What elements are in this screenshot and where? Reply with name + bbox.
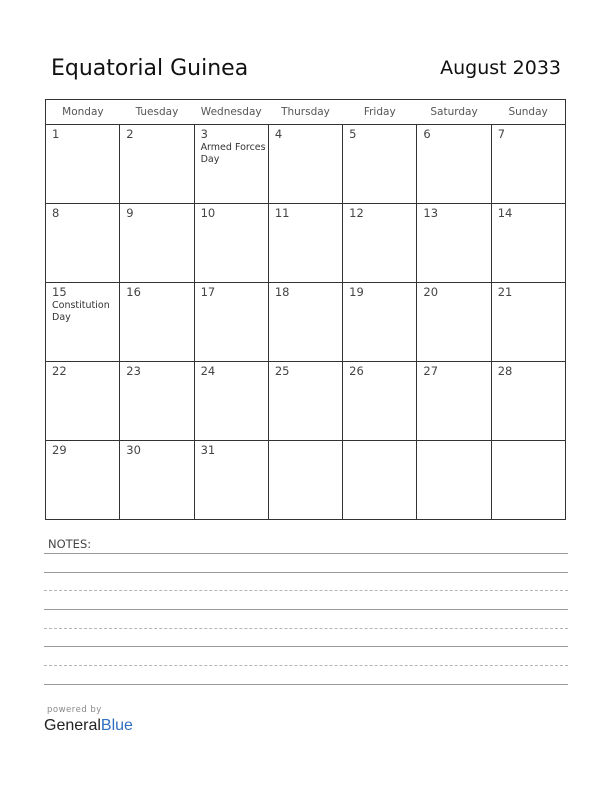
day-number: 1 xyxy=(52,127,60,141)
calendar-week-row xyxy=(46,204,566,283)
weekday-tuesday: Tuesday xyxy=(120,100,194,125)
day-cell xyxy=(343,204,417,283)
notes-line xyxy=(44,572,568,573)
day-number: 29 xyxy=(52,443,67,457)
holiday-label: Constitution Day xyxy=(52,300,110,323)
day-cell xyxy=(194,204,268,283)
day-cell xyxy=(343,283,417,362)
day-number: 23 xyxy=(126,364,141,378)
day-number: 28 xyxy=(497,364,513,378)
notes-line xyxy=(44,553,568,554)
calendar-week-row xyxy=(46,125,566,204)
day-cell xyxy=(268,125,342,204)
empty-day-cell xyxy=(417,441,491,520)
day-number: 9 xyxy=(126,206,134,220)
day-number: 14 xyxy=(497,206,513,220)
day-number: 22 xyxy=(52,364,67,378)
notes-line xyxy=(44,590,568,591)
calendar-body xyxy=(46,125,566,520)
day-cell xyxy=(194,441,268,520)
day-number: 27 xyxy=(423,364,439,378)
country-title: Equatorial Guinea xyxy=(51,56,249,81)
day-number: 19 xyxy=(349,285,364,299)
day-cell xyxy=(417,125,491,204)
day-number: 20 xyxy=(423,285,439,299)
day-cell xyxy=(46,125,120,204)
weekday-thursday: Thursday xyxy=(268,100,342,125)
weekday-header-row xyxy=(46,100,566,125)
month-title: August 2033 xyxy=(440,57,561,79)
day-number: 4 xyxy=(274,127,283,141)
weekday-monday: Monday xyxy=(46,100,120,125)
calendar-week-row xyxy=(46,283,566,362)
calendar-week-row xyxy=(46,441,566,520)
day-cell xyxy=(343,362,417,441)
day-number: 31 xyxy=(200,443,216,457)
day-number: 5 xyxy=(349,127,357,141)
day-cell xyxy=(268,204,342,283)
day-cell xyxy=(268,362,342,441)
day-number: 13 xyxy=(423,206,439,220)
day-cell xyxy=(491,125,565,204)
day-number: 21 xyxy=(497,285,513,299)
day-cell xyxy=(46,362,120,441)
weekday-wednesday: Wednesday xyxy=(194,100,268,125)
empty-day-cell xyxy=(491,441,565,520)
day-number: 10 xyxy=(200,206,216,220)
day-number: 16 xyxy=(126,285,141,299)
day-cell xyxy=(120,283,194,362)
day-number: 17 xyxy=(200,285,216,299)
day-number: 12 xyxy=(349,206,364,220)
powered-by-text: powered by xyxy=(47,705,102,715)
day-cell xyxy=(343,125,417,204)
weekday-sunday: Sunday xyxy=(491,100,565,125)
holiday-label: Armed Forces Day xyxy=(200,142,266,165)
day-cell xyxy=(46,204,120,283)
day-cell xyxy=(120,204,194,283)
day-cell xyxy=(491,204,565,283)
day-number: 3 xyxy=(200,127,208,141)
day-number: 7 xyxy=(497,127,506,141)
notes-line xyxy=(44,609,568,610)
weekday-saturday: Saturday xyxy=(417,100,491,125)
day-cell xyxy=(194,362,268,441)
day-number: 18 xyxy=(274,285,290,299)
brand-blue: Blue xyxy=(100,717,133,734)
day-cell xyxy=(46,441,120,520)
day-number: 6 xyxy=(423,127,431,141)
generalblue-logo[interactable] xyxy=(44,717,133,735)
day-number: 30 xyxy=(126,443,141,457)
calendar-week-row xyxy=(46,362,566,441)
brand-general: General xyxy=(44,717,101,734)
day-cell xyxy=(491,362,565,441)
notes-line xyxy=(44,646,568,647)
notes-line xyxy=(44,665,568,666)
day-number: 2 xyxy=(126,127,134,141)
empty-day-cell xyxy=(343,441,417,520)
calendar-grid xyxy=(45,99,566,520)
day-cell xyxy=(268,283,342,362)
weekday-friday: Friday xyxy=(343,100,417,125)
day-cell xyxy=(120,441,194,520)
day-number: 15 xyxy=(52,285,67,299)
day-cell xyxy=(491,283,565,362)
day-cell xyxy=(417,283,491,362)
empty-day-cell xyxy=(268,441,342,520)
day-cell xyxy=(194,283,268,362)
day-number: 26 xyxy=(349,364,364,378)
notes-line xyxy=(44,684,568,685)
day-cell xyxy=(120,362,194,441)
day-number: 24 xyxy=(200,364,216,378)
day-cell xyxy=(417,204,491,283)
day-cell xyxy=(46,283,120,362)
day-number: 8 xyxy=(52,206,60,220)
day-number: 25 xyxy=(274,364,290,378)
day-number: 11 xyxy=(274,206,290,220)
notes-line xyxy=(44,628,568,629)
day-cell xyxy=(194,125,268,204)
notes-label: NOTES: xyxy=(48,537,92,551)
day-cell xyxy=(417,362,491,441)
day-cell xyxy=(120,125,194,204)
